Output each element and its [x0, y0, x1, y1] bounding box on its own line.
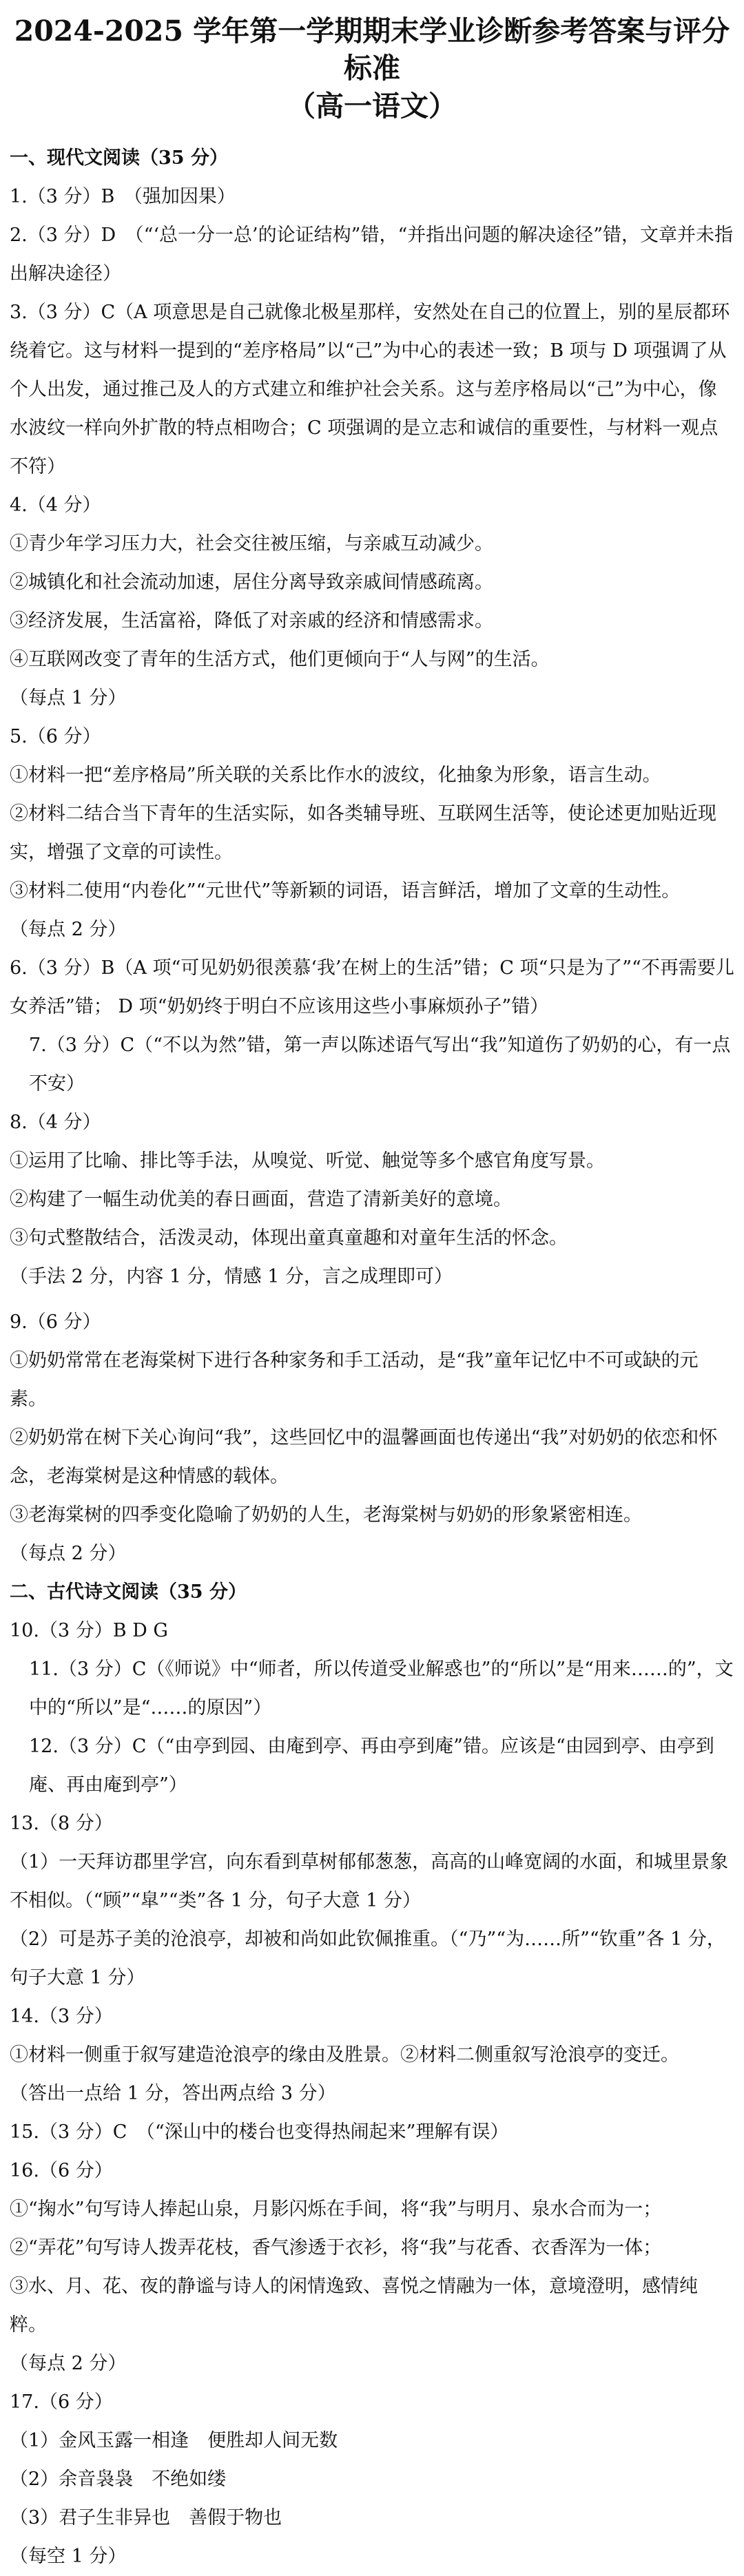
document-title: 2024-2025 学年第一学期期末学业诊断参考答案与评分标准	[14, 14, 730, 85]
answer-line: 7.（3 分）C（“不以为然”错，第一声以陈述语气写出“我”知道伤了奶奶的心，有一点不安）	[29, 1035, 731, 1094]
answer-line: 13.（8 分）	[10, 1813, 113, 1834]
answer-line: 3.（3 分）C（A 项意思是自己就像北极星那样，安然处在自己的位置上，别的星辰都环绕着它。这与材料一提到的“差序格局”以“己”为中心的表述一致；B 项与 D 项强调了从个人出发，通过推己及人的方式建立和维护社会关系。这与差序格局以“己”为中心，像水波纹一样向外扩散的特点相吻合；C 项强调的是立志和诚信的重要性，与材料一观点不符）	[10, 302, 730, 477]
answer-line: 10.（3 分）B D G	[10, 1620, 168, 1641]
document-body	[10, 139, 734, 2576]
answer-line: 8.（4 分）	[10, 1112, 101, 1133]
answer-line: （1）金风玉露一相逢 便胜却人间无数	[10, 2430, 338, 2451]
answer-line: 6.（3 分）B（A 项“可见奶奶很羡慕‘我’在树上的生活”错；C 项“只是为了”“不再需要儿女养活”错； D 项“奶奶终于明白不应该用这些小事麻烦孙子”错）	[10, 957, 734, 1017]
section-heading: 一、现代文阅读（35 分）	[10, 147, 228, 169]
answer-line: （2）余音袅袅 不绝如缕	[10, 2469, 227, 2490]
answer-line: 1.（3 分）B （强加因果）	[10, 186, 236, 207]
answer-line: 12.（3 分）C（“由亭到园、由庵到亭、再由亭到庵”错。应该是“由园到亭、由亭到庵、再由庵到亭”）	[29, 1736, 714, 1796]
answer-line: ①材料一侧重于叙写建造沧浪亭的缘由及胜景。②材料二侧重叙写沧浪亭的变迁。	[10, 2044, 679, 2066]
answer-line: （每空 1 分）	[10, 2546, 127, 2567]
answer-line: ④互联网改变了青年的生活方式，他们更倾向于“人与网”的生活。	[10, 649, 550, 670]
answer-line: ③材料二使用“内卷化”“元世代”等新颖的词语，语言鲜活，增加了文章的生动性。	[10, 880, 681, 902]
answer-line: ①青少年学习压力大，社会交往被压缩，与亲戚互动减少。	[10, 533, 493, 554]
answer-line: （每点 2 分）	[10, 1543, 127, 1564]
answer-line: ②材料二结合当下青年的生活实际，如各类辅导班、互联网生活等，使论述更加贴近现实，增强了文章的可读性。	[10, 803, 716, 863]
answer-line: ③句式整散结合，活泼灵动，体现出童真童趣和对童年生活的怀念。	[10, 1227, 568, 1249]
document-subtitle: （高一语文）	[287, 90, 457, 123]
answer-line: ②城镇化和社会流动加速，居住分离导致亲戚间情感疏离。	[10, 572, 493, 593]
answer-line: ①运用了比喻、排比等手法，从嗅觉、听觉、触觉等多个感官角度写景。	[10, 1150, 605, 1172]
answer-line: 17.（6 分）	[10, 2391, 113, 2413]
answer-line: ②“弄花”句写诗人拨弄花枝，香气渗透于衣衫，将“我”与花香、衣香浑为一体；	[10, 2237, 662, 2258]
answer-line: ③老海棠树的四季变化隐喻了奶奶的人生，老海棠树与奶奶的形象紧密相连。	[10, 1504, 642, 1526]
answer-line: ③水、月、花、夜的静谧与诗人的闲情逸致、喜悦之情融为一体，意境澄明，感情纯粹。	[10, 2276, 698, 2336]
answer-line: （答出一点给 1 分，答出两点给 3 分）	[10, 2083, 336, 2104]
answer-line: （每点 2 分）	[10, 2353, 127, 2374]
answer-line: 2.（3 分）D （“‘总一分一总’的论证结构”错，“并指出问题的解决途径”错，文章并未指出解决途径）	[10, 225, 734, 284]
answer-line: ②构建了一幅生动优美的春日画面，营造了清新美好的意境。	[10, 1189, 512, 1210]
answer-line: （2）可是苏子美的沧浪亭，却被和尚如此钦佩推重。（“乃”“为……所”“钦重”各 1 分，句子大意 1 分）	[10, 1929, 725, 1988]
answer-line: 4.（4 分）	[10, 495, 101, 516]
answer-line: ③经济发展，生活富裕，降低了对亲戚的经济和情感需求。	[10, 610, 493, 632]
answer-line: 16.（6 分）	[10, 2160, 113, 2181]
answer-line: 14.（3 分）	[10, 2006, 113, 2027]
answer-line: ②奶奶常在树下关心询问“我”，这些回忆中的温馨画面也传递出“我”对奶奶的依恋和怀念，老海棠树是这种情感的载体。	[10, 1427, 718, 1487]
answer-line: （1）一天拜访郡里学宫，向东看到草树郁郁葱葱，高高的山峰宽阔的水面，和城里景象不相似。（“顾”“皐”“类”各 1 分，句子大意 1 分）	[10, 1851, 729, 1911]
answer-line: ①材料一把“差序格局”所关联的关系比作水的波纹，化抽象为形象，语言生动。	[10, 765, 661, 786]
answer-line: （每点 1 分）	[10, 687, 127, 709]
section-heading: 二、古代诗文阅读（35 分）	[10, 1581, 247, 1603]
answer-line: 11.（3 分）C（《师说》中“师者，所以传道受业解惑也”的“所以”是“用来……的”，文中的“所以”是“……的原因”）	[29, 1659, 734, 1718]
answer-line: ①奶奶常常在老海棠树下进行各种家务和手工活动，是“我”童年记忆中不可或缺的元素。	[10, 1350, 699, 1410]
answer-line: （3）君子生非异也 善假于物也	[10, 2507, 282, 2528]
spacer	[10, 1296, 734, 1303]
answer-line: 5.（6 分）	[10, 726, 101, 747]
answer-line: （每点 2 分）	[10, 919, 127, 940]
answer-line: 15.（3 分）C （“深山中的楼台也变得热闹起来”理解有误）	[10, 2121, 509, 2143]
answer-line: （手法 2 分，内容 1 分，情感 1 分，言之成理即可）	[10, 1266, 453, 1287]
answer-line: 9.（6 分）	[10, 1311, 101, 1333]
answer-line: ①“掬水”句写诗人捧起山泉，月影闪烁在手间，将“我”与明月、泉水合而为一；	[10, 2199, 662, 2220]
